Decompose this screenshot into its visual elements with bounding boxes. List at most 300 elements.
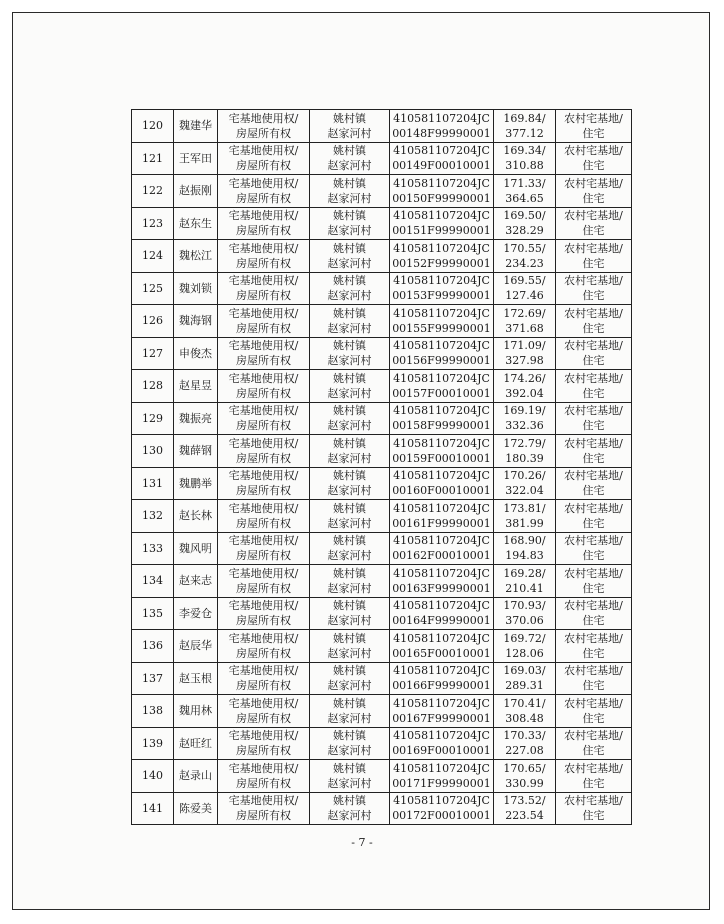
row-number-cell: 126 <box>132 305 174 338</box>
parcel-code-cell-line: 00161F99990001 <box>392 516 491 530</box>
land-use-cell <box>556 630 632 663</box>
owner-name-cell: 李爱仓 <box>174 597 218 630</box>
location-cell-line: 姚村镇 <box>333 696 366 710</box>
land-use-cell-line: 农村宅基地/ <box>564 306 623 320</box>
area-cell <box>494 792 556 825</box>
land-use-cell-line: 住宅 <box>582 191 605 205</box>
area-cell-line: 170.93/ <box>503 599 546 613</box>
area-cell <box>494 240 556 273</box>
land-use-cell-line: 农村宅基地/ <box>564 274 623 288</box>
area-cell <box>494 532 556 565</box>
table-row <box>132 760 632 793</box>
parcel-code-cell <box>390 402 494 435</box>
land-use-cell <box>556 727 632 760</box>
land-use-cell-line: 农村宅基地/ <box>564 371 623 385</box>
land-use-cell <box>556 792 632 825</box>
area-cell-line: 370.06 <box>505 614 544 628</box>
right-type-cell <box>218 695 310 728</box>
parcel-code-cell <box>390 500 494 533</box>
land-use-cell-line: 住宅 <box>582 744 605 758</box>
table-row <box>132 532 632 565</box>
location-cell-line: 赵家河村 <box>327 809 372 823</box>
land-use-cell-line: 住宅 <box>582 419 605 433</box>
parcel-code-cell-line: 00153F99990001 <box>392 289 491 303</box>
table-row <box>132 305 632 338</box>
parcel-code-cell-line: 410581107204JC <box>393 469 490 483</box>
right-type-cell-line: 宅基地使用权/ <box>228 631 299 645</box>
land-use-cell <box>556 240 632 273</box>
land-use-cell <box>556 662 632 695</box>
parcel-code-cell-line: 00167F99990001 <box>392 711 491 725</box>
owner-name-cell: 陈爱美 <box>174 792 218 825</box>
table-row <box>132 565 632 598</box>
location-cell-line: 姚村镇 <box>333 144 366 158</box>
area-cell-line: 328.29 <box>505 224 544 238</box>
area-cell-line: 327.98 <box>505 354 544 368</box>
parcel-code-cell-line: 410581107204JC <box>393 306 490 320</box>
land-use-cell-line: 住宅 <box>582 809 605 823</box>
parcel-code-cell <box>390 760 494 793</box>
location-cell <box>310 305 390 338</box>
right-type-cell-line: 宅基地使用权/ <box>228 696 299 710</box>
area-cell-line: 289.31 <box>505 679 544 693</box>
right-type-cell <box>218 565 310 598</box>
location-cell-line: 赵家河村 <box>327 386 372 400</box>
parcel-code-cell-line: 00158F99990001 <box>392 419 491 433</box>
parcel-code-cell-line: 410581107204JC <box>393 566 490 580</box>
parcel-code-cell <box>390 110 494 143</box>
land-use-cell <box>556 272 632 305</box>
area-cell-line: 128.06 <box>505 646 544 660</box>
location-cell <box>310 727 390 760</box>
right-type-cell-line: 房屋所有权 <box>236 321 291 335</box>
right-type-cell-line: 房屋所有权 <box>236 289 291 303</box>
parcel-code-cell <box>390 532 494 565</box>
location-cell <box>310 467 390 500</box>
right-type-cell <box>218 597 310 630</box>
table-row <box>132 727 632 760</box>
registration-table <box>131 109 632 825</box>
land-use-cell <box>556 597 632 630</box>
area-cell-line: 170.65/ <box>503 761 546 775</box>
location-cell-line: 姚村镇 <box>333 566 366 580</box>
right-type-cell-line: 宅基地使用权/ <box>228 144 299 158</box>
location-cell-line: 姚村镇 <box>333 371 366 385</box>
parcel-code-cell-line: 00148F99990001 <box>392 126 491 140</box>
right-type-cell-line: 宅基地使用权/ <box>228 111 299 125</box>
location-cell <box>310 207 390 240</box>
parcel-code-cell <box>390 370 494 403</box>
area-cell <box>494 500 556 533</box>
parcel-code-cell <box>390 695 494 728</box>
parcel-code-cell-line: 410581107204JC <box>393 339 490 353</box>
land-use-cell <box>556 500 632 533</box>
area-cell-line: 169.28/ <box>503 566 546 580</box>
location-cell <box>310 110 390 143</box>
location-cell <box>310 630 390 663</box>
right-type-cell-line: 房屋所有权 <box>236 516 291 530</box>
land-use-cell-line: 住宅 <box>582 126 605 140</box>
right-type-cell-line: 房屋所有权 <box>236 809 291 823</box>
parcel-code-cell-line: 00162F00010001 <box>392 549 491 563</box>
parcel-code-cell-line: 410581107204JC <box>393 599 490 613</box>
area-cell <box>494 337 556 370</box>
right-type-cell-line: 宅基地使用权/ <box>228 371 299 385</box>
area-cell-line: 371.68 <box>505 321 544 335</box>
area-cell-line: 171.33/ <box>503 176 546 190</box>
owner-name-cell: 赵录山 <box>174 760 218 793</box>
row-number-cell: 124 <box>132 240 174 273</box>
land-use-cell-line: 住宅 <box>582 711 605 725</box>
right-type-cell <box>218 402 310 435</box>
location-cell <box>310 240 390 273</box>
location-cell <box>310 435 390 468</box>
land-use-cell-line: 农村宅基地/ <box>564 534 623 548</box>
land-use-cell-line: 农村宅基地/ <box>564 566 623 580</box>
area-cell-line: 381.99 <box>505 516 544 530</box>
location-cell-line: 姚村镇 <box>333 631 366 645</box>
right-type-cell-line: 宅基地使用权/ <box>228 761 299 775</box>
location-cell-line: 赵家河村 <box>327 646 372 660</box>
table-row <box>132 272 632 305</box>
location-cell <box>310 337 390 370</box>
location-cell <box>310 597 390 630</box>
row-number-cell: 134 <box>132 565 174 598</box>
location-cell-line: 姚村镇 <box>333 176 366 190</box>
area-cell <box>494 727 556 760</box>
table-row <box>132 402 632 435</box>
parcel-code-cell-line: 410581107204JC <box>393 664 490 678</box>
area-cell-line: 171.09/ <box>503 339 546 353</box>
parcel-code-cell-line: 00164F99990001 <box>392 614 491 628</box>
area-cell <box>494 175 556 208</box>
location-cell <box>310 565 390 598</box>
land-use-cell-line: 农村宅基地/ <box>564 469 623 483</box>
area-cell-line: 169.55/ <box>503 274 546 288</box>
parcel-code-cell <box>390 305 494 338</box>
area-cell-line: 223.54 <box>505 809 544 823</box>
table-row <box>132 110 632 143</box>
area-cell-line: 194.83 <box>505 549 544 563</box>
parcel-code-cell <box>390 597 494 630</box>
owner-name-cell: 赵星昱 <box>174 370 218 403</box>
location-cell-line: 姚村镇 <box>333 111 366 125</box>
row-number-cell: 121 <box>132 142 174 175</box>
location-cell <box>310 792 390 825</box>
parcel-code-cell-line: 00165F00010001 <box>392 646 491 660</box>
right-type-cell <box>218 467 310 500</box>
right-type-cell <box>218 240 310 273</box>
location-cell-line: 赵家河村 <box>327 354 372 368</box>
land-use-cell-line: 农村宅基地/ <box>564 144 623 158</box>
location-cell-line: 赵家河村 <box>327 159 372 173</box>
right-type-cell-line: 宅基地使用权/ <box>228 274 299 288</box>
right-type-cell-line: 房屋所有权 <box>236 159 291 173</box>
parcel-code-cell-line: 00171F99990001 <box>392 776 491 790</box>
area-cell-line: 169.34/ <box>503 144 546 158</box>
land-use-cell-line: 住宅 <box>582 581 605 595</box>
area-cell-line: 330.99 <box>505 776 544 790</box>
land-use-cell <box>556 175 632 208</box>
right-type-cell <box>218 435 310 468</box>
parcel-code-cell-line: 410581107204JC <box>393 144 490 158</box>
land-use-cell <box>556 402 632 435</box>
owner-name-cell: 赵长林 <box>174 500 218 533</box>
area-cell-line: 180.39 <box>505 451 544 465</box>
location-cell-line: 姚村镇 <box>333 794 366 808</box>
parcel-code-cell <box>390 175 494 208</box>
land-use-cell <box>556 435 632 468</box>
location-cell-line: 赵家河村 <box>327 451 372 465</box>
row-number-cell: 128 <box>132 370 174 403</box>
land-use-cell-line: 住宅 <box>582 679 605 693</box>
right-type-cell-line: 宅基地使用权/ <box>228 599 299 613</box>
location-cell-line: 姚村镇 <box>333 761 366 775</box>
owner-name-cell: 赵旺红 <box>174 727 218 760</box>
land-use-cell-line: 住宅 <box>582 354 605 368</box>
location-cell <box>310 370 390 403</box>
owner-name-cell: 赵振刚 <box>174 175 218 208</box>
location-cell <box>310 272 390 305</box>
land-use-cell-line: 农村宅基地/ <box>564 696 623 710</box>
area-cell <box>494 435 556 468</box>
area-cell-line: 174.26/ <box>503 371 546 385</box>
parcel-code-cell-line: 00149F00010001 <box>392 159 491 173</box>
right-type-cell-line: 宅基地使用权/ <box>228 404 299 418</box>
parcel-code-cell <box>390 565 494 598</box>
parcel-code-cell <box>390 630 494 663</box>
land-use-cell <box>556 337 632 370</box>
right-type-cell <box>218 272 310 305</box>
right-type-cell <box>218 110 310 143</box>
parcel-code-cell-line: 00151F99990001 <box>392 224 491 238</box>
parcel-code-cell-line: 00157F00010001 <box>392 386 491 400</box>
location-cell-line: 姚村镇 <box>333 534 366 548</box>
land-use-cell-line: 住宅 <box>582 484 605 498</box>
area-cell-line: 392.04 <box>505 386 544 400</box>
row-number-cell: 120 <box>132 110 174 143</box>
table-row <box>132 597 632 630</box>
owner-name-cell: 魏海钢 <box>174 305 218 338</box>
parcel-code-cell-line: 00166F99990001 <box>392 679 491 693</box>
parcel-code-cell-line: 410581107204JC <box>393 209 490 223</box>
location-cell <box>310 695 390 728</box>
area-cell-line: 210.41 <box>505 581 544 595</box>
right-type-cell <box>218 662 310 695</box>
area-cell-line: 173.81/ <box>503 501 546 515</box>
right-type-cell-line: 房屋所有权 <box>236 679 291 693</box>
parcel-code-cell <box>390 727 494 760</box>
location-cell-line: 姚村镇 <box>333 306 366 320</box>
table-row <box>132 142 632 175</box>
owner-name-cell: 赵玉根 <box>174 662 218 695</box>
land-use-cell-line: 农村宅基地/ <box>564 761 623 775</box>
parcel-code-cell-line: 410581107204JC <box>393 371 490 385</box>
area-cell <box>494 272 556 305</box>
row-number-cell: 132 <box>132 500 174 533</box>
area-cell-line: 169.84/ <box>503 111 546 125</box>
row-number-cell: 133 <box>132 532 174 565</box>
area-cell <box>494 565 556 598</box>
right-type-cell-line: 宅基地使用权/ <box>228 209 299 223</box>
row-number-cell: 125 <box>132 272 174 305</box>
right-type-cell-line: 房屋所有权 <box>236 126 291 140</box>
right-type-cell <box>218 727 310 760</box>
right-type-cell <box>218 337 310 370</box>
owner-name-cell: 申俊杰 <box>174 337 218 370</box>
area-cell-line: 172.79/ <box>503 436 546 450</box>
location-cell-line: 姚村镇 <box>333 241 366 255</box>
location-cell <box>310 760 390 793</box>
location-cell <box>310 142 390 175</box>
right-type-cell-line: 房屋所有权 <box>236 354 291 368</box>
land-use-cell-line: 住宅 <box>582 549 605 563</box>
area-cell-line: 227.08 <box>505 744 544 758</box>
row-number-cell: 141 <box>132 792 174 825</box>
row-number-cell: 140 <box>132 760 174 793</box>
area-cell-line: 170.41/ <box>503 696 546 710</box>
row-number-cell: 135 <box>132 597 174 630</box>
parcel-code-cell <box>390 142 494 175</box>
right-type-cell-line: 宅基地使用权/ <box>228 729 299 743</box>
right-type-cell-line: 房屋所有权 <box>236 386 291 400</box>
right-type-cell-line: 宅基地使用权/ <box>228 339 299 353</box>
land-use-cell <box>556 532 632 565</box>
land-use-cell-line: 农村宅基地/ <box>564 404 623 418</box>
row-number-cell: 131 <box>132 467 174 500</box>
table-row <box>132 695 632 728</box>
area-cell <box>494 142 556 175</box>
right-type-cell <box>218 532 310 565</box>
area-cell-line: 377.12 <box>505 126 544 140</box>
land-use-cell <box>556 760 632 793</box>
area-cell-line: 169.50/ <box>503 209 546 223</box>
right-type-cell <box>218 760 310 793</box>
row-number-cell: 137 <box>132 662 174 695</box>
parcel-code-cell-line: 410581107204JC <box>393 761 490 775</box>
row-number-cell: 139 <box>132 727 174 760</box>
parcel-code-cell <box>390 435 494 468</box>
right-type-cell-line: 宅基地使用权/ <box>228 306 299 320</box>
parcel-code-cell <box>390 662 494 695</box>
right-type-cell-line: 房屋所有权 <box>236 711 291 725</box>
land-use-cell-line: 住宅 <box>582 451 605 465</box>
area-cell-line: 127.46 <box>505 289 544 303</box>
owner-name-cell: 赵东生 <box>174 207 218 240</box>
parcel-code-cell-line: 00163F99990001 <box>392 581 491 595</box>
land-use-cell-line: 农村宅基地/ <box>564 729 623 743</box>
row-number-cell: 138 <box>132 695 174 728</box>
parcel-code-cell-line: 00156F99990001 <box>392 354 491 368</box>
page-number: - 7 - <box>351 836 373 849</box>
location-cell-line: 赵家河村 <box>327 581 372 595</box>
owner-name-cell: 赵来志 <box>174 565 218 598</box>
land-use-cell-line: 农村宅基地/ <box>564 599 623 613</box>
right-type-cell-line: 房屋所有权 <box>236 581 291 595</box>
location-cell-line: 姚村镇 <box>333 436 366 450</box>
right-type-cell-line: 宅基地使用权/ <box>228 469 299 483</box>
table-row <box>132 792 632 825</box>
location-cell-line: 赵家河村 <box>327 321 372 335</box>
parcel-code-cell <box>390 467 494 500</box>
right-type-cell <box>218 142 310 175</box>
area-cell <box>494 110 556 143</box>
row-number-cell: 136 <box>132 630 174 663</box>
area-cell-line: 332.36 <box>505 419 544 433</box>
table-row <box>132 467 632 500</box>
land-use-cell-line: 农村宅基地/ <box>564 631 623 645</box>
table-row <box>132 207 632 240</box>
land-use-cell-line: 住宅 <box>582 256 605 270</box>
land-use-cell-line: 住宅 <box>582 224 605 238</box>
right-type-cell-line: 房屋所有权 <box>236 419 291 433</box>
land-use-cell <box>556 305 632 338</box>
parcel-code-cell-line: 410581107204JC <box>393 501 490 515</box>
area-cell <box>494 402 556 435</box>
area-cell <box>494 597 556 630</box>
location-cell-line: 姚村镇 <box>333 469 366 483</box>
parcel-code-cell-line: 00169F00010001 <box>392 744 491 758</box>
area-cell <box>494 370 556 403</box>
right-type-cell <box>218 792 310 825</box>
right-type-cell-line: 宅基地使用权/ <box>228 534 299 548</box>
owner-name-cell: 魏建华 <box>174 110 218 143</box>
parcel-code-cell-line: 00155F99990001 <box>392 321 491 335</box>
location-cell-line: 赵家河村 <box>327 614 372 628</box>
land-use-cell-line: 住宅 <box>582 776 605 790</box>
right-type-cell-line: 房屋所有权 <box>236 776 291 790</box>
right-type-cell-line: 宅基地使用权/ <box>228 436 299 450</box>
area-cell-line: 170.33/ <box>503 729 546 743</box>
table-row <box>132 240 632 273</box>
right-type-cell-line: 房屋所有权 <box>236 646 291 660</box>
location-cell-line: 赵家河村 <box>327 776 372 790</box>
table-row <box>132 370 632 403</box>
land-use-cell-line: 农村宅基地/ <box>564 209 623 223</box>
table-body <box>132 110 632 825</box>
owner-name-cell: 魏薛钢 <box>174 435 218 468</box>
location-cell-line: 赵家河村 <box>327 256 372 270</box>
location-cell-line: 赵家河村 <box>327 549 372 563</box>
parcel-code-cell <box>390 207 494 240</box>
right-type-cell <box>218 630 310 663</box>
land-use-cell-line: 住宅 <box>582 321 605 335</box>
location-cell-line: 赵家河村 <box>327 191 372 205</box>
row-number-cell: 130 <box>132 435 174 468</box>
area-cell-line: 172.69/ <box>503 306 546 320</box>
location-cell-line: 赵家河村 <box>327 419 372 433</box>
area-cell <box>494 760 556 793</box>
land-use-cell-line: 农村宅基地/ <box>564 501 623 515</box>
location-cell-line: 赵家河村 <box>327 224 372 238</box>
area-cell-line: 322.04 <box>505 484 544 498</box>
document-page <box>12 12 710 910</box>
location-cell-line: 姚村镇 <box>333 339 366 353</box>
location-cell-line: 赵家河村 <box>327 744 372 758</box>
land-use-cell <box>556 110 632 143</box>
location-cell-line: 姚村镇 <box>333 209 366 223</box>
area-cell-line: 169.03/ <box>503 664 546 678</box>
parcel-code-cell-line: 00159F00010001 <box>392 451 491 465</box>
owner-name-cell: 魏松江 <box>174 240 218 273</box>
area-cell-line: 170.55/ <box>503 241 546 255</box>
land-use-cell-line: 住宅 <box>582 289 605 303</box>
right-type-cell-line: 房屋所有权 <box>236 549 291 563</box>
row-number-cell: 129 <box>132 402 174 435</box>
location-cell <box>310 662 390 695</box>
parcel-code-cell-line: 410581107204JC <box>393 436 490 450</box>
location-cell-line: 赵家河村 <box>327 289 372 303</box>
